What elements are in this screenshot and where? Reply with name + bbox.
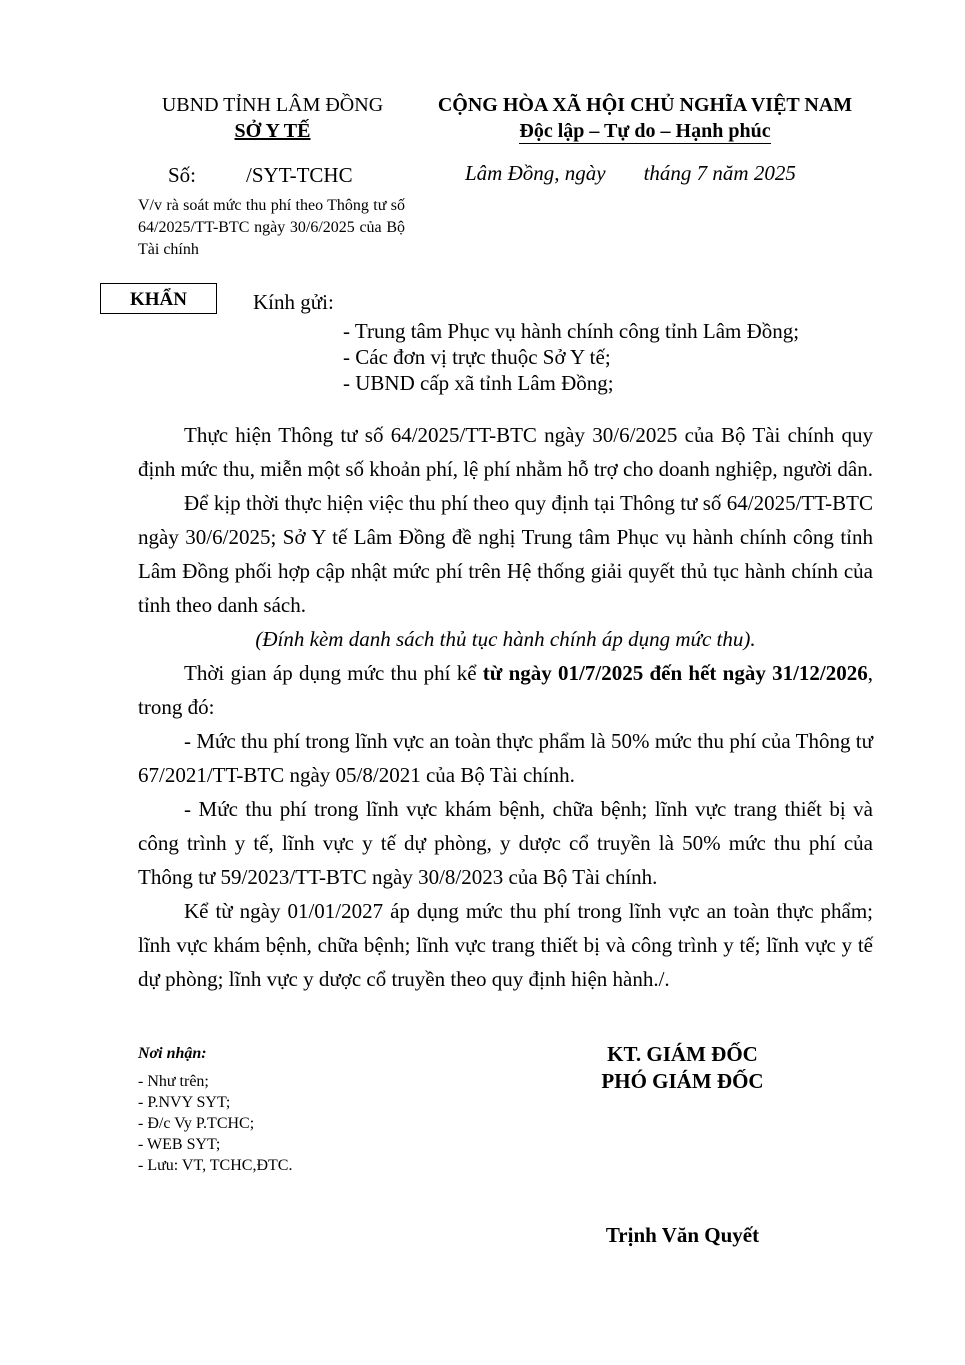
department-name: SỞ Y TẾ [234, 120, 311, 142]
period-dates: từ ngày 01/7/2025 đến hết ngày 31/12/2026 [482, 661, 868, 685]
receiver-item: - Lưu: VT, TCHC,ĐTC. [138, 1157, 293, 1174]
recipient-item: - UBND cấp xã tỉnh Lâm Đồng; [343, 371, 614, 395]
body-paragraph: Thực hiện Thông tư số 64/2025/TT-BTC ngày 30/6/2025 của Bộ Tài chính quy định mức thu, miễn một số khoản phí, lệ phí nhằm hỗ trợ cho doanh nghiệp, người dân. [138, 423, 873, 481]
date-month-year: tháng 7 năm 2025 [643, 161, 796, 185]
attachment-note: (Đính kèm danh sách thủ tục hành chính áp dụng mức thu). [255, 627, 756, 651]
signer-name: Trịnh Văn Quyết [605, 1223, 760, 1247]
document-subject: V/v rà soát mức thu phí theo Thông tư số 64/2025/TT-BTC ngày 30/6/2025 của Bộ Tài chính [138, 197, 405, 258]
period-text: Thời gian áp dụng mức thu phí kể [184, 661, 483, 685]
document-body [138, 418, 873, 996]
body-paragraph: - Mức thu phí trong lĩnh vực an toàn thực phẩm là 50% mức thu phí của Thông tư 67/2021/TT-BTC ngày 05/8/2021 của Bộ Tài chính. [138, 729, 873, 787]
date-place: Lâm Đồng, ngày [465, 161, 606, 185]
receivers-title: Nơi nhận: [138, 1045, 207, 1062]
signature-position: PHÓ GIÁM ĐỐC [601, 1069, 764, 1093]
receiver-item: - Như trên; [138, 1073, 209, 1090]
document-number-label: Số: [168, 163, 197, 187]
body-paragraph: - Mức thu phí trong lĩnh vực khám bệnh, chữa bệnh; lĩnh vực trang thiết bị và công trình y tế, lĩnh vực y tế dự phòng, y dược cổ truyền là 50% mức thu phí của Thông tư 59/2023/TT-BTC ngày 30/8/2023 của Bộ Tài chính. [138, 797, 873, 889]
issuing-agency-block [120, 92, 425, 144]
body-paragraph: Kể từ ngày 01/01/2027 áp dụng mức thu phí trong lĩnh vực an toàn thực phẩm; lĩnh vực khám bệnh, chữa bệnh; lĩnh vực trang thiết bị và công trình y tế; lĩnh vực y tế dự phòng; lĩnh vực y dược cổ truyền theo quy định hiện hành./. [138, 899, 873, 991]
nation-name: CỘNG HÒA XÃ HỘI CHỦ NGHĨA VIỆT NAM [437, 94, 853, 116]
document-number-code: /SYT-TCHC [246, 163, 353, 187]
receiver-item: - Đ/c Vy P.TCHC; [138, 1115, 255, 1132]
receiver-item: - WEB SYT; [138, 1136, 221, 1153]
period-text-end: , trong đó: [138, 661, 873, 719]
receiver-item: - P.NVY SYT; [138, 1094, 231, 1111]
signature-block [555, 1041, 810, 1095]
nation-motto: Độc lập – Tự do – Hạnh phúc [519, 120, 771, 142]
body-paragraph-period [138, 656, 873, 724]
body-paragraph: Để kịp thời thực hiện việc thu phí theo quy định tại Thông tư số 64/2025/TT-BTC ngày 30/6/2025; Sở Y tế Lâm Đồng đề nghị Trung tâm Phục vụ hành chính công tỉnh Lâm Đồng phối hợp cập nhật mức phí trên Hệ thống giải quyết thủ tục hành chính của tỉnh theo danh sách. [138, 491, 873, 617]
recipient-list [343, 318, 799, 396]
agency-name: UBND TỈNH LÂM ĐỒNG [161, 94, 384, 116]
recipient-item: - Các đơn vị trực thuộc Sở Y tế; [343, 345, 611, 369]
document-number [168, 163, 353, 188]
signature-title: KT. GIÁM ĐỐC [607, 1042, 758, 1066]
receivers-block [138, 1043, 292, 1176]
national-heading-block [410, 92, 880, 144]
greeting: Kính gửi: [253, 290, 334, 314]
urgent-stamp: KHẨN [100, 283, 217, 314]
date-line [465, 161, 796, 186]
recipient-item: - Trung tâm Phục vụ hành chính công tỉnh Lâm Đồng; [343, 319, 800, 343]
